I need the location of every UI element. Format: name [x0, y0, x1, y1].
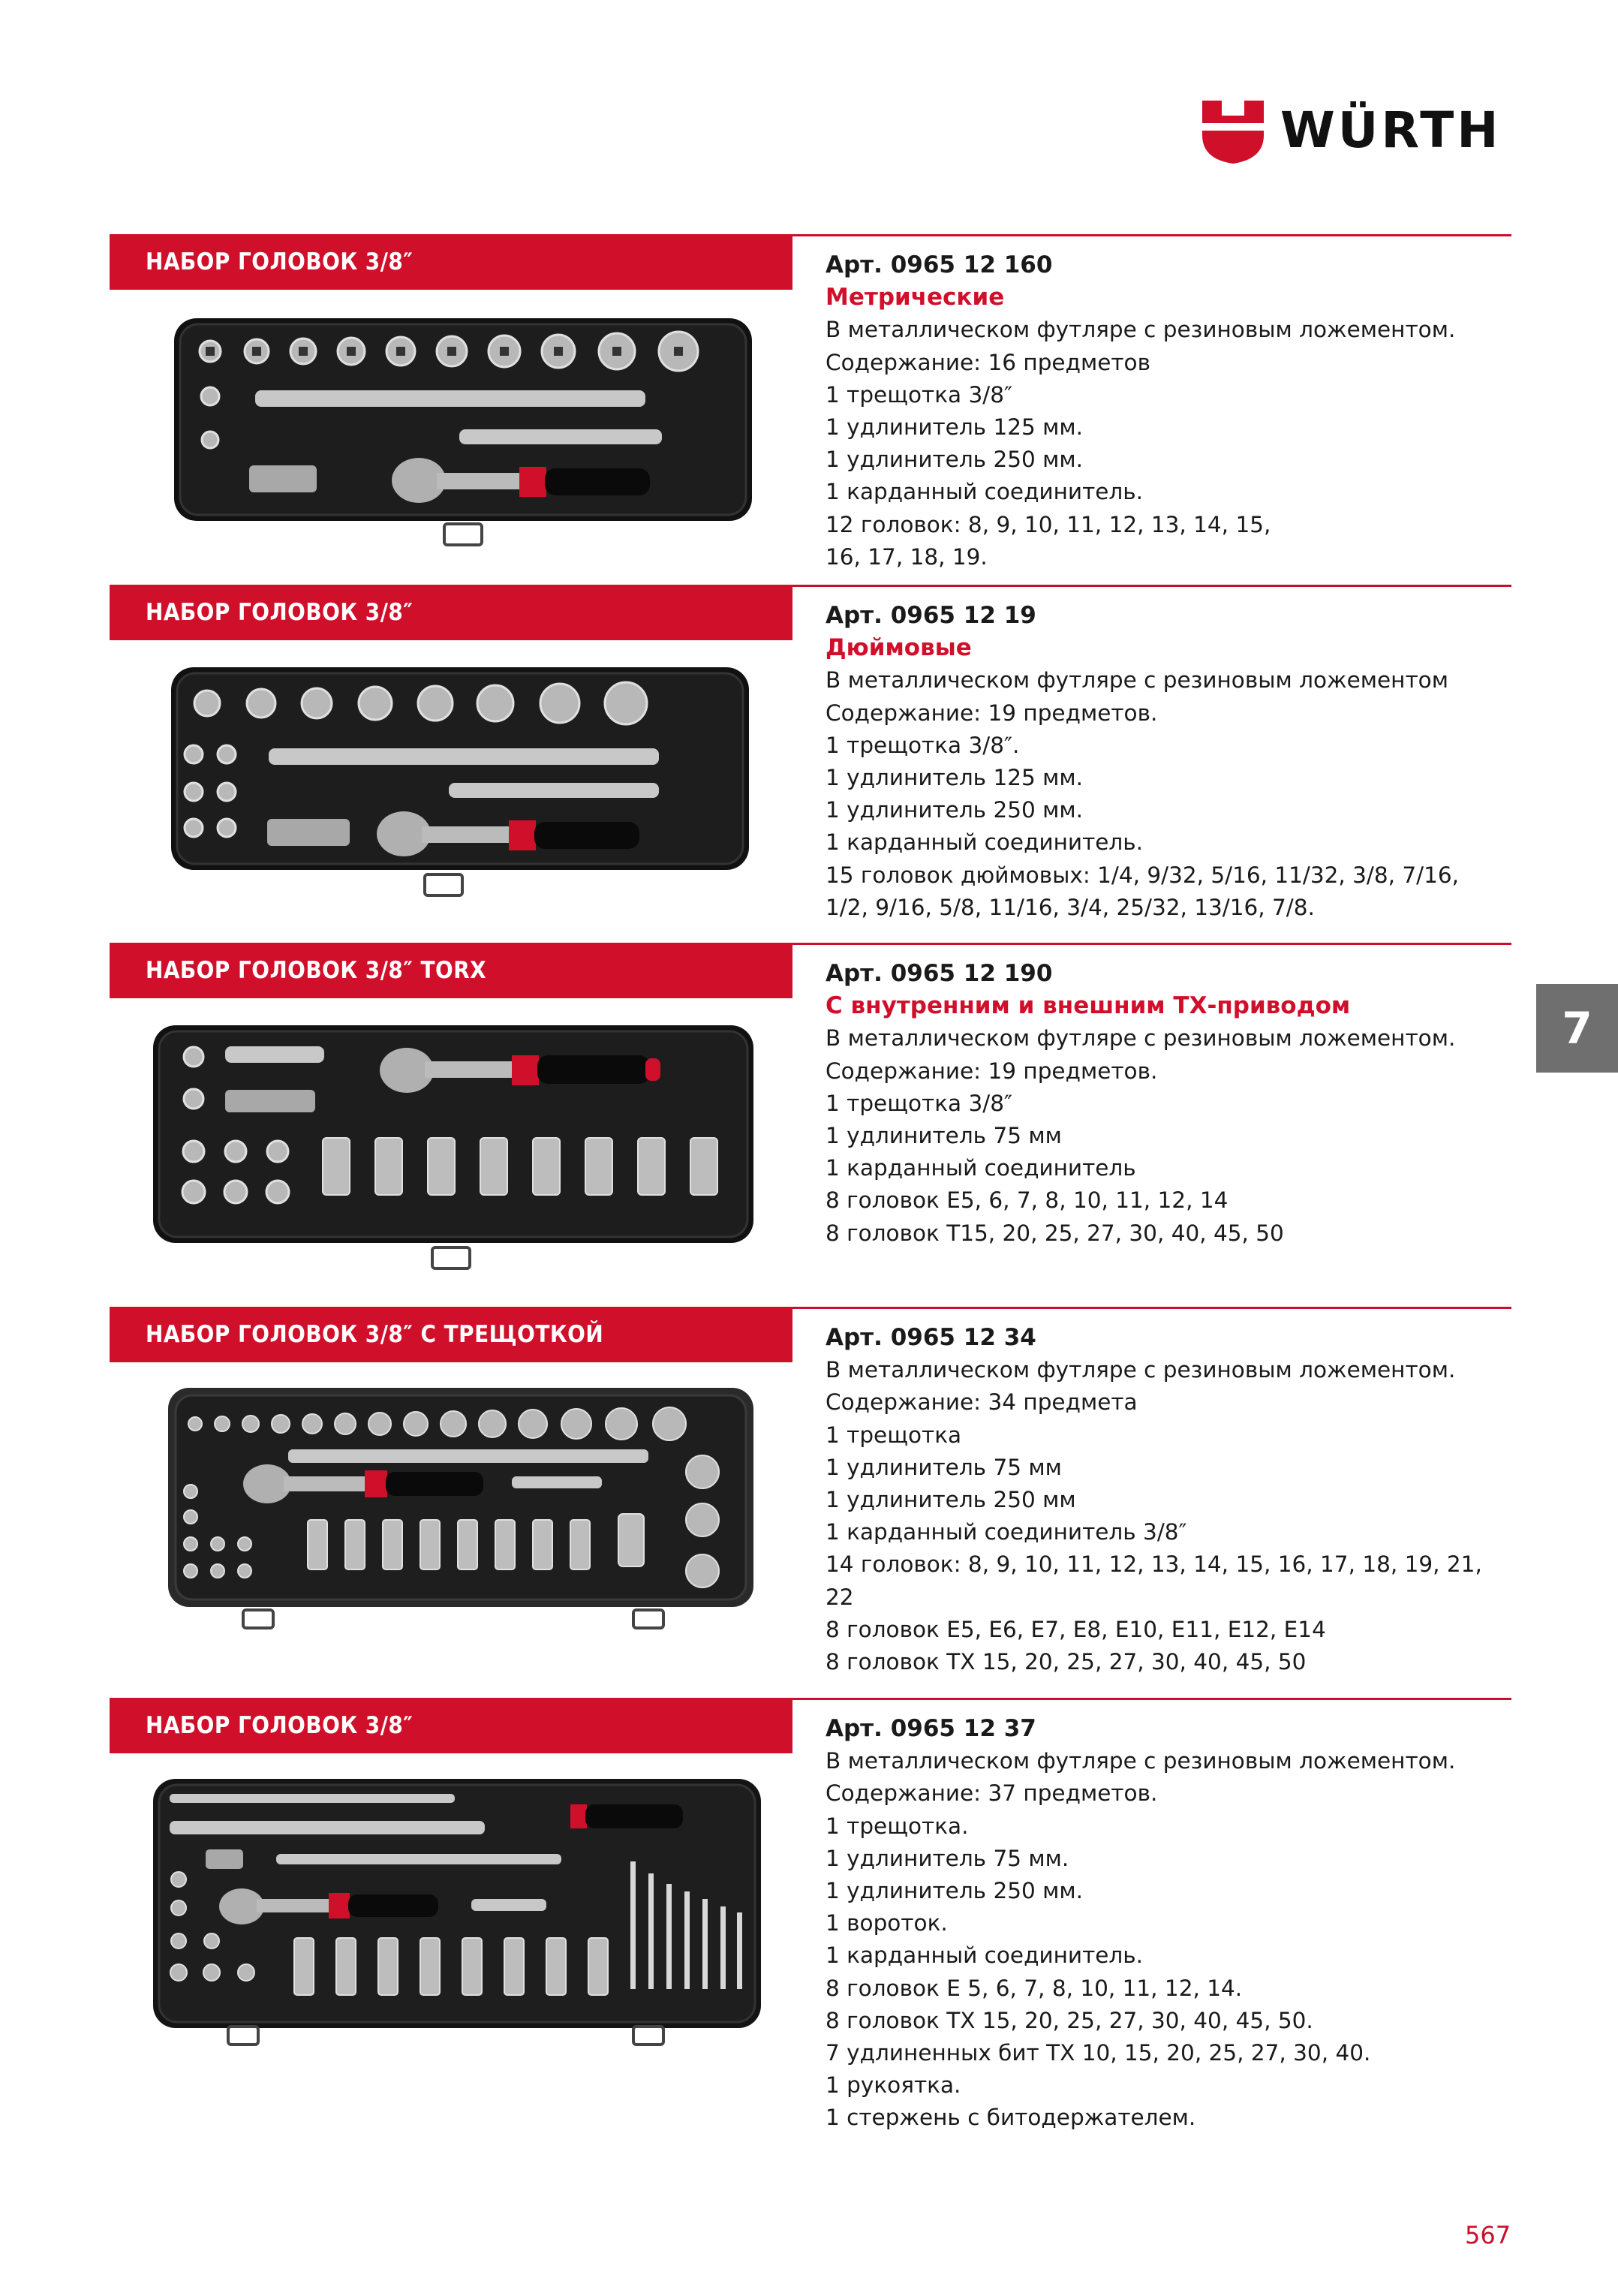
banner-title: НАБОР ГОЛОВОК 3/8″ — [146, 1712, 414, 1739]
spec-line: Содержание: 19 предметов. — [826, 700, 1158, 726]
product-photo — [168, 1388, 753, 1643]
spec-line: 8 головок Е5, Е6, Е7, Е8, Е10, Е11, Е12, Е14 — [826, 1616, 1326, 1642]
chapter-tab[interactable] — [1536, 984, 1618, 1073]
spec-line: Содержание: 37 предметов. — [826, 1780, 1158, 1807]
spec-line: 1 трещотка. — [826, 1813, 969, 1839]
section-banner — [110, 234, 792, 290]
spec-line: 1 вороток. — [826, 1910, 948, 1936]
product-description — [826, 1713, 1516, 2135]
spec-line: 1 стержень с битодержателем. — [826, 2105, 1196, 2131]
spec-line: 8 головок ТХ 15, 20, 25, 27, 30, 40, 45, 50 — [826, 1649, 1307, 1675]
spec-line: 1 удлинитель 250 мм. — [826, 1878, 1084, 1904]
product-section-2 — [110, 585, 1511, 930]
product-section-5 — [110, 1698, 1511, 2148]
spec-line: 1 карданный соединитель 3/8″ — [826, 1519, 1187, 1545]
wurth-logo — [1199, 96, 1514, 168]
spec-line: 1 карданный соединитель — [826, 1155, 1136, 1181]
spec-line: 1 удлинитель 75 мм — [826, 1454, 1062, 1480]
spec-line: В металлическом футляре с резиновым ложементом. — [826, 1025, 1456, 1052]
product-section-1 — [110, 234, 1511, 579]
spec-line: 1 трещотка 3/8″ — [826, 381, 1012, 408]
spec-line: Содержание: 16 предметов — [826, 349, 1150, 375]
spec-line: В металлическом футляре с резиновым ложементом. — [826, 317, 1456, 343]
spec-line: В металлическом футляре с резиновым ложементом — [826, 667, 1448, 694]
product-section-3 — [110, 943, 1511, 1288]
spec-line: 1 карданный соединитель. — [826, 479, 1144, 505]
spec-line: В металлическом футляре с резиновым ложементом. — [826, 1357, 1456, 1383]
section-divider — [789, 943, 1511, 945]
product-photo — [171, 667, 749, 915]
spec-line: 1 удлинитель 125 мм. — [826, 765, 1084, 791]
article-number: Арт. 0965 12 34 — [826, 1324, 1036, 1351]
spec-line: В металлическом футляре с резиновым ложементом. — [826, 1748, 1456, 1774]
product-description — [826, 958, 1516, 1250]
spec-line: 1 удлинитель 250 мм — [826, 1487, 1076, 1513]
spec-line: 1 удлинитель 125 мм. — [826, 414, 1084, 441]
spec-line: Содержание: 19 предметов. — [826, 1058, 1158, 1084]
spec-line: 1 трещотка — [826, 1422, 962, 1448]
chapter-tab-label: 7 — [1562, 1003, 1592, 1054]
section-divider — [789, 585, 1511, 587]
section-banner — [110, 943, 792, 998]
spec-line: 15 головок дюймовых: 1/4, 9/32, 5/16, 11/32, 3/8, 7/16, — [826, 862, 1460, 888]
spec-line: 1 удлинитель 75 мм — [826, 1123, 1062, 1149]
product-subtitle: Дюймовые — [826, 634, 972, 662]
spec-line: 7 удлиненных бит ТХ 10, 15, 20, 25, 27, 30, 40. — [826, 2040, 1371, 2066]
product-photo — [153, 1025, 753, 1280]
spec-line: 1 рукоятка. — [826, 2072, 961, 2099]
spec-line: 8 головок Е 5, 6, 7, 8, 10, 11, 12, 14. — [826, 1975, 1243, 2001]
section-divider — [789, 1307, 1511, 1309]
spec-line: 8 головок Т15, 20, 25, 27, 30, 40, 45, 50 — [826, 1220, 1284, 1246]
brand-name: WÜRTH — [1280, 101, 1502, 159]
spec-line: 8 головок Е5, 6, 7, 8, 10, 11, 12, 14 — [826, 1187, 1229, 1214]
wurth-logo-mark — [1199, 96, 1267, 164]
spec-line: 1 трещотка 3/8″. — [826, 732, 1020, 758]
section-divider — [789, 234, 1511, 236]
spec-line: 1 трещотка 3/8″ — [826, 1090, 1012, 1116]
spec-line: 1 удлинитель 75 мм. — [826, 1845, 1069, 1871]
banner-title: НАБОР ГОЛОВОК 3/8″ TORX — [146, 957, 487, 984]
section-banner — [110, 585, 792, 640]
section-banner — [110, 1698, 792, 1753]
product-photo — [174, 318, 752, 566]
spec-line: 1 удлинитель 250 мм. — [826, 447, 1084, 473]
section-divider — [789, 1698, 1511, 1700]
product-description — [826, 600, 1516, 924]
product-subtitle: С внутренним и внешним ТХ-приводом — [826, 992, 1351, 1020]
article-number: Арт. 0965 12 19 — [826, 602, 1036, 629]
spec-line: 14 головок: 8, 9, 10, 11, 12, 13, 14, 15, 16, 17, 18, 19, 21, — [826, 1551, 1482, 1578]
banner-title: НАБОР ГОЛОВОК 3/8″ — [146, 248, 414, 275]
product-description — [826, 249, 1516, 573]
spec-line: 1 карданный соединитель. — [826, 1942, 1144, 1969]
product-photo — [153, 1779, 761, 2049]
spec-line: 12 головок: 8, 9, 10, 11, 12, 13, 14, 15, — [826, 511, 1271, 537]
product-section-4 — [110, 1307, 1511, 1690]
spec-line: 1 удлинитель 250 мм. — [826, 797, 1084, 823]
spec-line: 1 карданный соединитель. — [826, 829, 1144, 856]
article-number: Арт. 0965 12 37 — [826, 1715, 1036, 1742]
spec-line: 1/2, 9/16, 5/8, 11/16, 3/4, 25/32, 13/16, 7/8. — [826, 894, 1315, 920]
product-description — [826, 1322, 1516, 1678]
banner-title: НАБОР ГОЛОВОК 3/8″ — [146, 599, 414, 626]
product-subtitle: Метрические — [826, 284, 1005, 311]
section-banner — [110, 1307, 792, 1362]
spec-line: 8 головок ТХ 15, 20, 25, 27, 30, 40, 45, 50. — [826, 2007, 1313, 2033]
spec-line: 22 — [826, 1584, 854, 1610]
banner-title: НАБОР ГОЛОВОК 3/8″ С ТРЕЩОТКОЙ — [146, 1321, 604, 1348]
page-number: 567 — [1465, 2221, 1511, 2249]
article-number: Арт. 0965 12 190 — [826, 960, 1053, 987]
spec-line: 16, 17, 18, 19. — [826, 543, 988, 570]
article-number: Арт. 0965 12 160 — [826, 251, 1053, 278]
spec-line: Содержание: 34 предмета — [826, 1389, 1138, 1416]
